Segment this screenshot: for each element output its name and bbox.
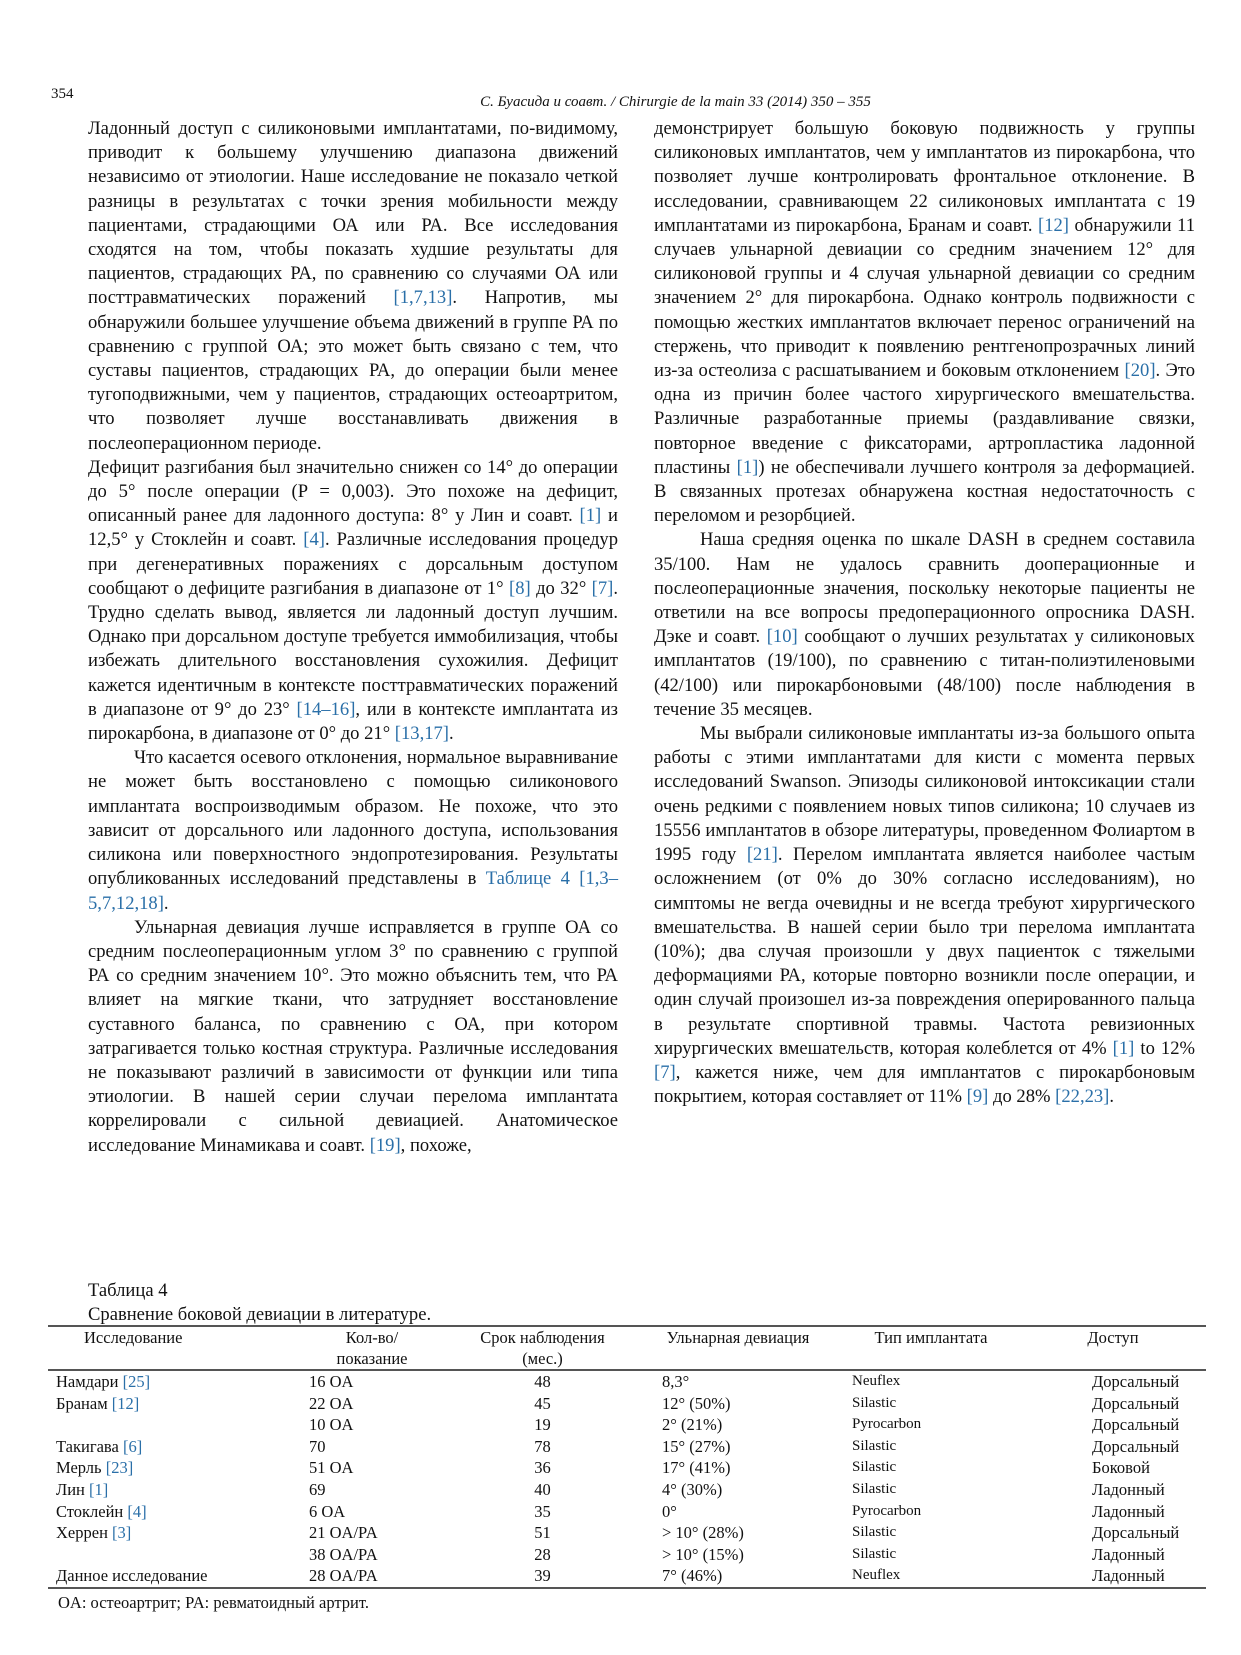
cell-count-text: 69 xyxy=(309,1479,326,1499)
cell-implant xyxy=(842,1436,1020,1458)
cell-deviation xyxy=(634,1544,842,1566)
cell-deviation xyxy=(634,1457,842,1479)
paragraph-text: Мы выбрали силиконовые имплантаты из-за большого опыта работы с этими имплантатами для кисти с момента первых исследований Swanson. Эпизоды силиконовой интоксикации стали очень редкими с появлением новых типов силикона; 10 случаев из 15556 имплантатов в обзоре литературы, проведенном Фолиартом в 1995 году xyxy=(654,723,1195,866)
cell-approach xyxy=(1020,1501,1206,1523)
paragraph-text: . Трудно сделать вывод, является ли ладонный доступ лучшим. Однако при дорсальном доступе требуется иммобилизация, чтобы избежать длительного восстановления сухожилия. Дефицит кажется идентичным в контексте посттравматических поражений в диапазоне от 9° до 23° xyxy=(88,577,618,720)
cell-count xyxy=(293,1436,451,1458)
table-footnote: OA: остеоартрит; PA: ревматоидный артрит. xyxy=(58,1593,369,1612)
cell-followup xyxy=(451,1393,634,1415)
cell-approach xyxy=(1020,1436,1206,1458)
citation-link[interactable]: [22,23] xyxy=(1055,1086,1110,1108)
table-row xyxy=(48,1501,1206,1523)
citation-link[interactable]: [10] xyxy=(766,626,798,648)
cell-deviation-text: > 10° (15%) xyxy=(662,1544,744,1564)
cell-implant xyxy=(842,1414,1020,1436)
cell-approach-text: Дорсальный xyxy=(1092,1393,1180,1413)
cell-implant-text: Pyrocarbon xyxy=(852,1416,922,1433)
paragraph-text: до 32° xyxy=(530,577,592,599)
cell-study xyxy=(48,1393,293,1415)
cell-deviation-text: 8,3° xyxy=(662,1372,690,1391)
cell-followup xyxy=(451,1457,634,1479)
cell-followup-text: 48 xyxy=(534,1372,551,1391)
cell-study xyxy=(48,1457,293,1479)
cell-study-text: Намдари xyxy=(56,1372,123,1391)
table-label: Таблица 4 xyxy=(88,1280,168,1301)
table-row xyxy=(48,1457,1206,1479)
cell-deviation xyxy=(634,1479,842,1501)
cell-study-text: Херрен xyxy=(56,1523,113,1543)
paragraph xyxy=(88,456,618,746)
left-column xyxy=(88,117,618,1158)
citation-link[interactable]: [7] xyxy=(591,577,614,599)
citation-link[interactable]: [12] xyxy=(1038,214,1069,236)
cell-implant-text: Neuflex xyxy=(852,1373,901,1389)
cell-count xyxy=(293,1479,451,1501)
citation-link[interactable]: [1,7,13] xyxy=(393,287,453,309)
cell-count-text: 22 OA xyxy=(309,1393,354,1413)
cell-deviation xyxy=(634,1393,842,1415)
cell-study xyxy=(48,1522,293,1544)
cell-followup xyxy=(451,1436,634,1458)
cell-followup-text: 45 xyxy=(534,1393,551,1413)
table-title: Сравнение боковой девиации в литературе. xyxy=(88,1304,432,1325)
cell-count xyxy=(293,1457,451,1479)
cell-implant-text: Silastic xyxy=(852,1545,897,1562)
header-deviation: Ульнарная девиация xyxy=(666,1328,810,1347)
paragraph-text: . Различные исследования процедур при дегенеративных поражениях с дорсальным доступом сообщают о дефиците разгибания в диапазоне от 1° xyxy=(88,529,619,599)
table-row xyxy=(48,1370,1206,1393)
cell-implant xyxy=(842,1479,1020,1501)
cell-study xyxy=(48,1370,293,1393)
cell-study-text: Мерль xyxy=(56,1458,106,1478)
cell-deviation xyxy=(634,1414,842,1436)
paragraph-text: . xyxy=(449,723,454,745)
cell-implant xyxy=(842,1544,1020,1566)
paragraph-text: , кажется ниже, чем для имплантатов с пирокарбоновым покрытием, которая составляет от 11% xyxy=(654,1061,1195,1108)
cell-study-text: Такигава xyxy=(56,1436,123,1456)
cell-count xyxy=(293,1501,451,1523)
cell-count-text: 10 OA xyxy=(309,1415,354,1435)
table-row xyxy=(48,1565,1206,1588)
cell-approach-text: Дорсальный xyxy=(1092,1372,1180,1391)
citation-link[interactable]: [8] xyxy=(509,577,531,599)
paragraph-text xyxy=(570,868,579,889)
header-followup-line1: Срок наблюдения xyxy=(480,1328,605,1347)
cell-followup-text: 19 xyxy=(534,1415,551,1435)
cell-approach xyxy=(1020,1414,1206,1436)
paragraph-text: . Напротив, мы обнаружили большее улучшение объема движений в группе РА по сравнению с группой ОА; это может быть связано с тем, что суставы пациентов, страдающих РА, до операции были менее тугоподвижными, чем у пациентов, страдающих остеоартритом, что позволяет лучше восстанавливать движения в послеоперационном периоде. xyxy=(88,287,618,454)
cell-approach xyxy=(1020,1370,1206,1393)
cell-approach-text: Ладонный xyxy=(1092,1479,1165,1499)
cell-implant-text: Silastic xyxy=(852,1437,897,1454)
cell-deviation-text: 17° (41%) xyxy=(662,1458,731,1478)
cell-approach xyxy=(1020,1393,1206,1415)
citation-link[interactable]: [1] xyxy=(579,505,602,527)
cell-approach-text: Дорсальный xyxy=(1092,1523,1180,1543)
cell-implant-text: Silastic xyxy=(852,1524,897,1541)
right-column xyxy=(654,117,1195,1109)
citation-link[interactable]: [4] xyxy=(127,1501,147,1521)
citation-link[interactable]: [9] xyxy=(966,1086,989,1108)
cell-followup-text: 36 xyxy=(534,1458,551,1478)
cell-study-text: Лин xyxy=(56,1479,89,1499)
header-approach: Доступ xyxy=(1087,1328,1139,1347)
table-row xyxy=(48,1544,1206,1566)
cell-approach xyxy=(1020,1457,1206,1479)
cell-followup xyxy=(451,1544,634,1566)
paragraph-text: демонстрирует большую боковую подвижность у группы силиконовых имплантатов, чем у имплантатов из пирокарбона, что позволяет лучше контролировать фронтальное отклонение. В исследовании, сравнивающем 22 силиконовых имплантата с 19 имплантатами из пирокарбона, Бранам и соавт. xyxy=(654,118,1195,236)
cell-count-text: 38 OA/PA xyxy=(309,1544,378,1564)
cell-count xyxy=(293,1414,451,1436)
header-count-line1: Кол-во/ xyxy=(345,1328,399,1347)
cell-approach-text: Ладонный xyxy=(1092,1501,1165,1521)
header-implant: Тип имплантата xyxy=(874,1328,988,1347)
paragraph-text: Дефицит разгибания был значительно снижен со 14° до операции до 5° после операции (P = 0,003). Это похоже на дефицит, описанный ранее для ладонного доступа: 8° у Лин и соавт. xyxy=(88,456,618,527)
paragraph-text: . xyxy=(1109,1086,1115,1108)
cell-followup xyxy=(451,1501,634,1523)
cell-count-text: 28 OA/PA xyxy=(309,1566,378,1586)
cell-implant-text: Silastic xyxy=(852,1394,897,1411)
paragraph xyxy=(88,746,618,915)
cell-implant-text: Silastic xyxy=(852,1480,897,1497)
paragraph xyxy=(88,916,618,1158)
cell-implant-text: Silastic xyxy=(852,1459,897,1476)
cell-count xyxy=(293,1522,451,1544)
cell-followup-text: 40 xyxy=(534,1479,551,1499)
paragraph-text: , похоже, xyxy=(400,1134,472,1156)
cell-study xyxy=(48,1414,293,1436)
citation-link[interactable]: [13,17] xyxy=(394,723,450,745)
cell-deviation-text: 2° (21%) xyxy=(662,1415,723,1435)
paragraph xyxy=(654,117,1195,528)
cell-followup-text: 78 xyxy=(534,1436,551,1456)
cell-study-text: Данное исследование xyxy=(56,1566,208,1586)
paragraph-text: Ладонный доступ с силиконовыми имплантатами, по-видимому, приводит к большему улучшению диапазона движений независимо от этиологии. Наше исследование не показало четкой разницы в результатах с точки зрения мобильности между пациентами, страдающими ОА или РА. Все исследования сходятся на том, чтобы показать худшие результаты для пациентов, страдающих РА, по сравнению со случаями ОА или посттравматических поражений xyxy=(88,118,618,309)
citation-link[interactable]: [3] xyxy=(112,1523,132,1543)
table-row xyxy=(48,1414,1206,1436)
cell-followup-text: 51 xyxy=(534,1523,551,1543)
paragraph-text: сообщают о лучших результатах у силиконовых имплантатов (19/100), по сравнению с титан-полиэтиленовыми (42/100) или пирокарбоновыми (48/100) после наблюдения в течение 35 месяцев. xyxy=(654,626,1195,720)
cell-implant xyxy=(842,1522,1020,1544)
paragraph xyxy=(88,117,618,456)
table-row xyxy=(48,1393,1206,1415)
cell-study xyxy=(48,1501,293,1523)
cell-count-text: 16 OA xyxy=(309,1372,354,1391)
cell-approach-text: Дорсальный xyxy=(1092,1436,1180,1456)
paragraph xyxy=(654,722,1195,1109)
table-header-row xyxy=(48,1326,1206,1370)
header-count xyxy=(293,1326,451,1370)
cell-deviation-text: 15° (27%) xyxy=(662,1436,731,1456)
cell-followup-text: 35 xyxy=(534,1501,551,1521)
cell-followup xyxy=(451,1370,634,1393)
citation-link[interactable]: [20] xyxy=(1124,360,1156,382)
header-followup-line2: (мес.) xyxy=(522,1349,563,1368)
cell-implant xyxy=(842,1457,1020,1479)
cell-approach-text: Боковой xyxy=(1092,1458,1150,1478)
header-study: Исследование xyxy=(84,1328,183,1347)
comparison-table xyxy=(48,1325,1206,1589)
citation-link[interactable]: [1,3–5,7,12,18] xyxy=(88,868,619,914)
cell-implant xyxy=(842,1370,1020,1393)
citation-link[interactable]: [25] xyxy=(122,1372,151,1391)
paragraph-text: ) не обеспечивали лучшего контроля за деформацией. В связанных протезах обнаружена костная недостаточность с переломом и резорбцией. xyxy=(654,456,1195,527)
cell-followup xyxy=(451,1479,634,1501)
cell-study xyxy=(48,1479,293,1501)
cell-implant xyxy=(842,1565,1020,1588)
cell-approach-text: Ладонный xyxy=(1092,1544,1165,1564)
cell-followup-text: 39 xyxy=(534,1566,551,1586)
cell-deviation xyxy=(634,1565,842,1588)
paragraph-text: и 12,5° у Стоклейн и соавт. xyxy=(88,505,618,551)
table-row xyxy=(48,1522,1206,1544)
cell-followup xyxy=(451,1522,634,1544)
cell-deviation-text: 7° (46%) xyxy=(662,1566,723,1586)
citation-link[interactable]: [7] xyxy=(654,1061,676,1083)
paragraph-text: , или в контексте имплантата из пирокарбона, в диапазоне от 0° до 21° xyxy=(88,698,618,745)
cell-implant xyxy=(842,1393,1020,1415)
cell-deviation xyxy=(634,1522,842,1544)
cell-count xyxy=(293,1544,451,1566)
cell-followup xyxy=(451,1565,634,1588)
paragraph-text: . Это одна из причин более частого хирургического вмешательства. Различные разработанные приемы (раздавливание связки, повторное введение с фиксаторами, артропластика ладонной пластины xyxy=(654,360,1196,478)
citation-link[interactable]: [1] xyxy=(88,1479,109,1499)
cell-study-text: Бранам xyxy=(56,1393,112,1413)
citation-link[interactable]: [6] xyxy=(122,1436,143,1456)
citation-link[interactable]: [4] xyxy=(303,529,325,551)
cell-approach xyxy=(1020,1522,1206,1544)
paragraph-text: Наша средняя оценка по шкале DASH в среднем составила 35/100. Нам не удалось сравнить дооперационные и послеоперационные значения, поскольку некоторые пациенты не ответили на все вопросы предоперационного опросника DASH. Дэке и соавт. xyxy=(654,529,1195,648)
table-row xyxy=(48,1436,1206,1458)
table-row xyxy=(48,1479,1206,1501)
paragraph-text: . xyxy=(163,892,169,914)
cell-count xyxy=(293,1565,451,1588)
cell-count-text: 6 OA xyxy=(309,1501,346,1521)
paragraph-text: . Перелом имплантата является наиболее частым осложнением (от 0% до 30% согласно исследованиям), но симптомы не вегда очевидны и не всегда требуют хирургического вмешательства. В нашей серии было три перелома имплантата (10%); два случая произошли у двух пациенток с тяжелыми деформациями РА, которые повторно возникли после операции, и один случай произошел из-за повреждения оперированного пальца в результате спортивной травмы. Частота ревизионных хирургических вмешательств, которая колеблется от 4% xyxy=(654,844,1195,1059)
citation-link[interactable]: [21] xyxy=(746,844,778,866)
citation-link[interactable]: [1] xyxy=(1112,1037,1135,1059)
citation-link[interactable]: [19] xyxy=(369,1134,401,1156)
paragraph-text: Что касается осевого отклонения, нормальное выравнивание не может быть восстановлено с помощью силиконового имплантата воспроизводимым образом. Не похоже, что это зависит от дорсального или ладонного доступа, использования силикона или поверхностного эндопротезирования. Результаты опубликованных исследований представлены в xyxy=(88,747,618,890)
cell-approach xyxy=(1020,1565,1206,1588)
cell-deviation-text: > 10° (28%) xyxy=(662,1523,744,1543)
paragraph-text: до 28% xyxy=(988,1086,1056,1108)
citation-link[interactable]: [1] xyxy=(736,456,759,478)
paragraph-text: Ульнарная девиация лучше исправляется в группе ОА со средним послеоперационным углом 3° по сравнению с группой РА со средним значением 10°. Это можно объяснить тем, что РА влияет на мягкие ткани, что затрудняет восстановление суставного баланса, по сравнению с ОА, при котором затрагивается только костная структура. Различные исследования не показывают различий в зависимости от функции или типа этиологии. В нашей серии случаи перелома имплантата коррелировали с сильной девиацией. Анатомическое исследование Минамикава и соавт. xyxy=(88,916,618,1156)
page-number: 354 xyxy=(51,86,74,102)
cell-implant-text: Pyrocarbon xyxy=(852,1502,922,1519)
cell-deviation xyxy=(634,1436,842,1458)
table-caption xyxy=(88,1279,431,1327)
cell-study xyxy=(48,1436,293,1458)
cell-study xyxy=(48,1544,293,1566)
cell-approach xyxy=(1020,1544,1206,1566)
cell-study-text: Стоклейн xyxy=(56,1501,128,1521)
cell-deviation-text: 4° (30%) xyxy=(662,1479,723,1499)
citation-link[interactable]: Таблице 4 xyxy=(485,868,570,890)
cell-count xyxy=(293,1370,451,1393)
paragraph-text: обнаружили 11 случаев ульнарной девиации со средним значением 12° для силиконовой группы и 4 случая ульнарной девиации со средним значением 2° для пирокарбона. Однако контроль подвижности с помощью жестких имплантатов включает перенос ограничений на стержень, что приводит к появлению рентгенопрозрачных линий из-за остеолиза с расшатыванием и боковым отклонением xyxy=(654,214,1195,382)
cell-implant xyxy=(842,1501,1020,1523)
cell-approach-text: Дорсальный xyxy=(1092,1415,1180,1435)
paragraph xyxy=(654,528,1195,722)
cell-count-text: 21 OA/PA xyxy=(309,1523,378,1543)
cell-approach xyxy=(1020,1479,1206,1501)
cell-deviation xyxy=(634,1501,842,1523)
cell-implant-text: Neuflex xyxy=(852,1567,901,1584)
cell-deviation-text: 0° xyxy=(662,1501,677,1521)
cell-approach-text: Ладонный xyxy=(1092,1566,1165,1586)
paragraph-text: to 12% xyxy=(1134,1037,1195,1059)
citation-link[interactable]: [12] xyxy=(111,1393,140,1413)
running-title: С. Буасида и соавт. / Chirurgie de la main 33 (2014) 350 – 355 xyxy=(480,94,871,110)
citation-link[interactable]: [14–16] xyxy=(296,698,356,720)
cell-study xyxy=(48,1565,293,1588)
cell-followup-text: 28 xyxy=(534,1544,551,1564)
header-followup xyxy=(451,1326,634,1370)
cell-deviation-text: 12° (50%) xyxy=(662,1393,731,1413)
cell-count xyxy=(293,1393,451,1415)
cell-followup xyxy=(451,1414,634,1436)
cell-count-text: 51 OA xyxy=(309,1458,354,1478)
header-count-line2: показание xyxy=(336,1349,408,1368)
citation-link[interactable]: [23] xyxy=(105,1458,134,1478)
cell-deviation xyxy=(634,1370,842,1393)
cell-count-text: 70 xyxy=(309,1436,326,1456)
